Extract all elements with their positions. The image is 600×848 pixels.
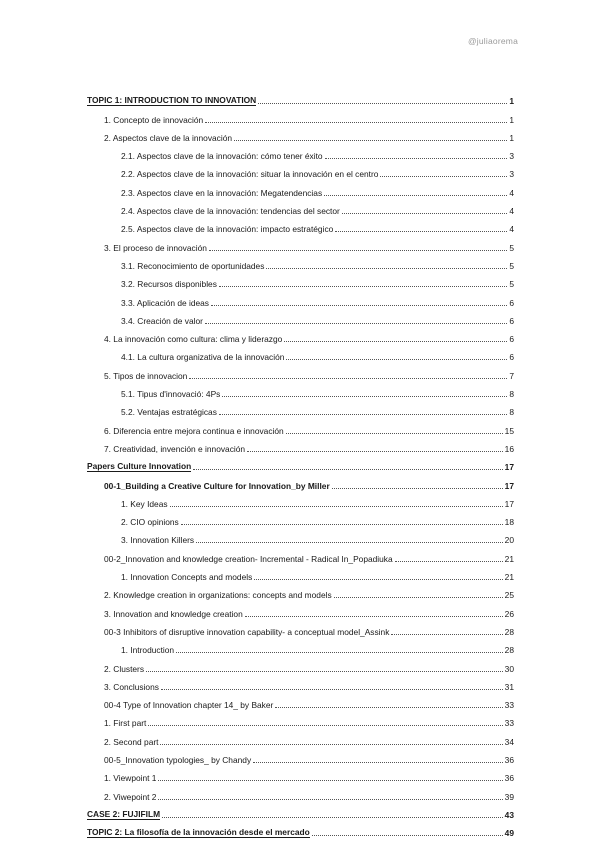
toc-entry-page: 43 (504, 809, 514, 820)
toc-entry-title: 4.1. La cultura organizativa de la innovación (121, 352, 285, 363)
toc-entry-title: 3. Conclusions (104, 681, 159, 692)
dot-leader (158, 780, 502, 781)
toc-entry[interactable] (87, 399, 514, 417)
toc-entry-title: 6. Diferencia entre mejora continua e innovación (104, 425, 284, 436)
toc-entry-page: 18 (504, 517, 514, 528)
toc-entry-page: 5 (509, 279, 514, 290)
toc-entry[interactable] (87, 747, 514, 765)
dot-leader (253, 762, 503, 763)
toc-entry-page: 49 (504, 828, 514, 839)
toc-entry-title: TOPIC 1: INTRODUCTION TO INNOVATION (87, 95, 257, 106)
toc-entry-title: 2. Clusters (104, 663, 145, 674)
toc-entry[interactable] (87, 271, 514, 289)
toc-entry-title: 1. Key Ideas (121, 498, 168, 509)
dot-leader (161, 689, 503, 690)
toc-entry-title: 2. Knowledge creation in organizations: concepts and models (104, 590, 332, 601)
toc-entry[interactable] (87, 655, 514, 673)
toc-entry-page: 1 (509, 132, 514, 143)
toc-entry-page: 34 (504, 736, 514, 747)
toc-entry-title: 2. CIO opinions (121, 517, 179, 528)
toc-entry-page: 3 (509, 151, 514, 162)
toc-entry-title: Papers Culture Innovation (87, 461, 192, 472)
dot-leader (275, 707, 502, 708)
toc-entry-page: 16 (504, 443, 514, 454)
dot-leader (286, 359, 507, 360)
watermark: @juliaorema (467, 36, 518, 46)
dot-leader (266, 268, 507, 269)
dot-leader (332, 488, 503, 489)
toc-entry[interactable] (87, 143, 514, 161)
toc-entry[interactable] (87, 381, 514, 399)
toc-entry-title: 00-1_Building a Creative Culture for Innovation_by Miller (104, 480, 330, 491)
toc-entry-title: 4. La innovación como cultura: clima y liderazgo (104, 334, 283, 345)
toc-entry[interactable] (87, 710, 514, 728)
toc-entry-page: 5 (509, 260, 514, 271)
toc-entry-title: 00-4 Type of Innovation chapter 14_ by Baker (104, 700, 274, 711)
toc-entry-title: 5.1. Tipus d'innovació: 4Ps (121, 389, 221, 400)
dot-leader (146, 671, 503, 672)
toc-entry-page: 33 (504, 718, 514, 729)
dot-leader (193, 469, 502, 470)
dot-leader (247, 451, 503, 452)
toc-entry[interactable] (87, 765, 514, 783)
dot-leader (254, 579, 502, 580)
toc-entry-page: 4 (509, 224, 514, 235)
toc-entry-title: 1. Innovation Concepts and models (121, 572, 253, 583)
toc-entry[interactable] (87, 216, 514, 234)
toc-entry-title: 1. First part (104, 718, 147, 729)
toc-entry[interactable] (87, 545, 514, 563)
dot-leader (181, 524, 503, 525)
dot-leader (325, 158, 508, 159)
dot-leader (205, 323, 507, 324)
toc-entry-title: 5.2. Ventajas estratégicas (121, 407, 217, 418)
toc-entry-page: 17 (504, 498, 514, 509)
toc-entry-page: 28 (504, 645, 514, 656)
toc-entry-title: 3.2. Recursos disponibles (121, 279, 217, 290)
toc-entry-page: 1 (509, 96, 514, 107)
toc-entry-title: 3. Innovation and knowledge creation (104, 608, 243, 619)
dot-leader (211, 305, 507, 306)
toc-entry-page: 6 (509, 352, 514, 363)
toc-entry-title: 1. Introduction (121, 645, 175, 656)
toc-entry[interactable] (87, 326, 514, 344)
toc-entry[interactable] (87, 436, 514, 454)
toc-entry-page: 31 (504, 681, 514, 692)
toc-entry-page: 4 (509, 206, 514, 217)
toc-entry-page: 17 (504, 462, 514, 473)
dot-leader (205, 122, 507, 123)
toc-entry-title: 2. Viwepoint 2 (104, 791, 157, 802)
toc-entry-page: 21 (504, 572, 514, 583)
toc-entry-page: 6 (509, 315, 514, 326)
dot-leader (284, 341, 507, 342)
toc-entry-page: 7 (509, 370, 514, 381)
toc-entry-page: 4 (509, 187, 514, 198)
toc-entry[interactable] (87, 308, 514, 326)
toc-entry-title: 1. Viewpoint 1 (104, 773, 157, 784)
dot-leader (245, 616, 503, 617)
toc-entry-title: 2.2. Aspectos clave de la innovación: situar la innovación en el centro (121, 169, 379, 180)
toc-entry[interactable] (87, 472, 514, 490)
toc-entry-page: 26 (504, 608, 514, 619)
toc-entry[interactable] (87, 582, 514, 600)
toc-entry[interactable] (87, 600, 514, 618)
toc-entry[interactable] (87, 491, 514, 509)
toc-entry[interactable] (87, 820, 514, 838)
dot-leader (234, 140, 507, 141)
toc-entry-page: 36 (504, 773, 514, 784)
toc-entry-page: 6 (509, 334, 514, 345)
toc-entry-page: 21 (504, 553, 514, 564)
dot-leader (196, 542, 503, 543)
toc-entry-title: 1. Concepto de innovación (104, 114, 204, 125)
toc-entry[interactable] (87, 509, 514, 527)
toc-entry-title: TOPIC 2: La filosofía de la innovación desde el mercado (87, 827, 310, 838)
table-of-contents (87, 88, 514, 838)
toc-entry-title: 2. Aspectos clave de la innovación (104, 132, 233, 143)
toc-entry[interactable] (87, 728, 514, 746)
toc-entry-title: 2.5. Aspectos clave de la innovación: impacto estratégico (121, 224, 334, 235)
dot-leader (176, 652, 503, 653)
dot-leader (148, 725, 502, 726)
toc-entry-page: 8 (509, 389, 514, 400)
toc-entry-title: 7. Creatividad, invención e innovación (104, 443, 246, 454)
toc-entry[interactable] (87, 253, 514, 271)
toc-entry[interactable] (87, 289, 514, 307)
toc-entry-title: 2.1. Aspectos clave de la innovación: cómo tener éxito (121, 151, 323, 162)
toc-entry-page: 8 (509, 407, 514, 418)
dot-leader (219, 414, 507, 415)
toc-entry-title: 2. Second part (104, 736, 159, 747)
toc-entry[interactable] (87, 454, 514, 472)
toc-entry[interactable] (87, 674, 514, 692)
toc-entry[interactable] (87, 619, 514, 637)
toc-entry[interactable] (87, 637, 514, 655)
dot-leader (335, 231, 507, 232)
toc-entry[interactable] (87, 234, 514, 252)
toc-entry-title: 3.1. Reconocimiento de oportunidades (121, 260, 265, 271)
toc-entry[interactable] (87, 527, 514, 545)
dot-leader (222, 396, 507, 397)
toc-entry-title: 2.3. Aspectos clave en la innovación: Megatendencias (121, 187, 323, 198)
toc-entry-title: 3. El proceso de innovación (104, 242, 207, 253)
toc-entry-page: 36 (504, 754, 514, 765)
toc-entry-page: 15 (504, 425, 514, 436)
toc-entry-page: 20 (504, 535, 514, 546)
dot-leader (286, 433, 503, 434)
toc-entry-page: 30 (504, 663, 514, 674)
toc-entry-page: 5 (509, 242, 514, 253)
toc-entry[interactable] (87, 564, 514, 582)
toc-entry-page: 39 (504, 791, 514, 802)
toc-entry-page: 33 (504, 700, 514, 711)
toc-entry-title: 3.3. Aplicación de ideas (121, 297, 209, 308)
toc-entry[interactable] (87, 802, 514, 820)
dot-leader (324, 195, 507, 196)
toc-entry-page: 28 (504, 626, 514, 637)
toc-entry-title: 00-3 Inhibitors of disruptive innovation capability- a conceptual model_Assink (104, 626, 390, 637)
toc-entry[interactable] (87, 417, 514, 435)
toc-entry-title: 5. Tipos de innovacion (104, 370, 188, 381)
dot-leader (342, 213, 508, 214)
toc-entry-title: 00-2_Innovation and knowledge creation- Incremental - Radical In_Popadiuka (104, 553, 393, 564)
toc-entry-page: 6 (509, 297, 514, 308)
dot-leader (209, 250, 507, 251)
dot-leader (219, 286, 507, 287)
dot-leader (395, 561, 503, 562)
dot-leader (189, 378, 507, 379)
dot-leader (170, 506, 503, 507)
toc-entry[interactable] (87, 692, 514, 710)
toc-entry[interactable] (87, 161, 514, 179)
toc-entry-title: 3. Innovation Killers (121, 535, 195, 546)
toc-entry-title: CASE 2: FUJIFILM (87, 808, 161, 819)
toc-entry[interactable] (87, 198, 514, 216)
toc-entry[interactable] (87, 344, 514, 362)
toc-entry[interactable] (87, 179, 514, 197)
toc-entry-page: 3 (509, 169, 514, 180)
dot-leader (162, 817, 503, 818)
dot-leader (160, 744, 502, 745)
dot-leader (158, 799, 502, 800)
toc-entry-page: 17 (504, 480, 514, 491)
toc-entry[interactable] (87, 88, 514, 106)
toc-entry-page: 1 (509, 114, 514, 125)
toc-entry-title: 3.4. Creación de valor (121, 315, 203, 326)
toc-entry[interactable] (87, 106, 514, 124)
dot-leader (258, 103, 507, 104)
dot-leader (380, 176, 507, 177)
toc-entry-page: 25 (504, 590, 514, 601)
toc-entry[interactable] (87, 783, 514, 801)
dot-leader (312, 835, 503, 836)
dot-leader (334, 597, 503, 598)
toc-entry[interactable] (87, 362, 514, 380)
toc-entry-title: 2.4. Aspectos clave de la innovación: tendencias del sector (121, 206, 340, 217)
toc-entry-title: 00-5_Innovation typologies_ by Chandy (104, 754, 252, 765)
toc-entry[interactable] (87, 125, 514, 143)
dot-leader (391, 634, 502, 635)
